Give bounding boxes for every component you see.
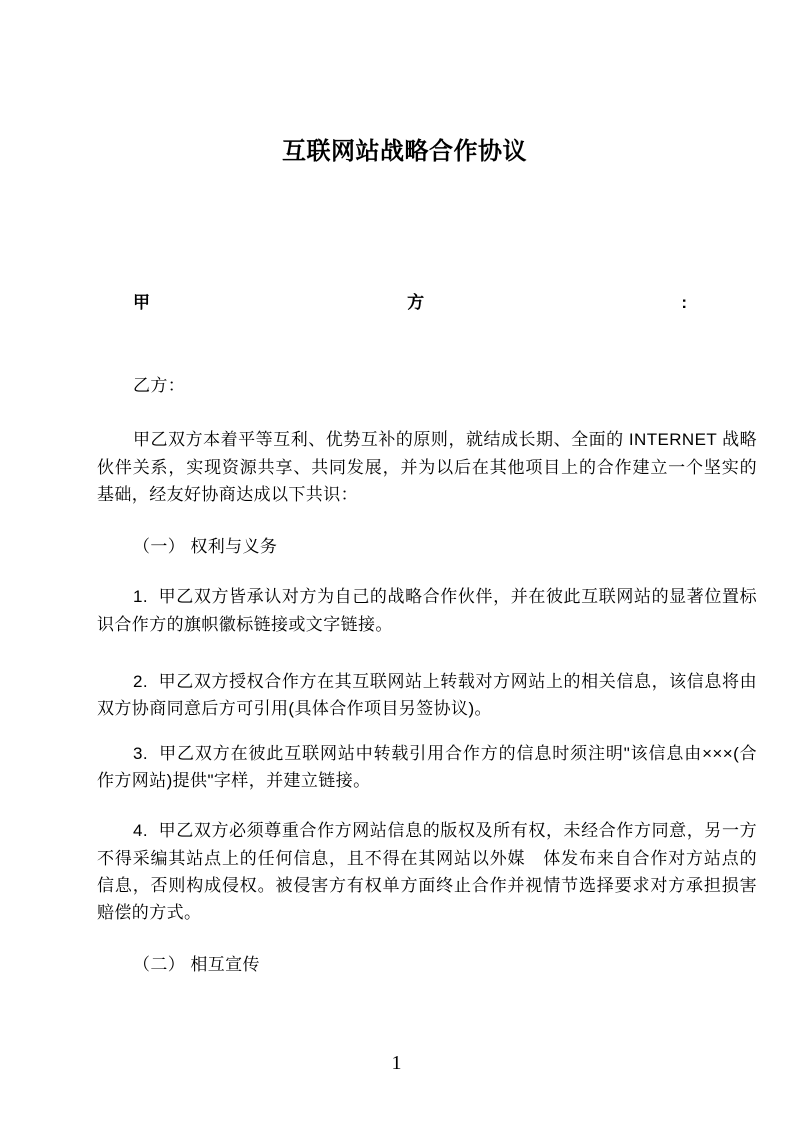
clause-item-3: 3. 甲乙双方在彼此互联网站中转载引用合作方的信息时须注明"该信息由×××(合作方网站)提供"字样，并建立链接。 [97,743,757,790]
clause-item-4: 4. 甲乙双方必须尊重合作方网站信息的版权及所有权，未经合作方同意，另一方不得采编其站点上的任何信息，且不得在其网站以外媒 体发布来自合作对方站点的信息，否则构成侵权。被侵害方有权单方面终止合作并视情节选择要求对方承担损害赔偿的方式。 [97,821,757,923]
party-b-label: 乙方： [133,376,186,395]
party-a-colon: : [681,293,687,312]
clause-item-2: 2. 甲乙双方授权合作方在其互联网站上转载对方网站上的相关信息，该信息将由双方协商同意后方可引用(具体合作项目另签协议)。 [97,672,757,719]
page-content [97,0,757,979]
party-a-char-fang: 方 [407,293,425,312]
clause-item-1: 1. 甲乙双方皆承认对方为自己的战略合作伙伴，并在彼此互联网站的显著位置标识合作方的旗帜徽标链接或文字链接。 [97,587,757,634]
party-a-line [133,289,687,316]
document-title: 互联网站战略合作协议 [282,138,527,165]
page-number: 1 [391,1052,402,1074]
party-a-char-jia: 甲 [133,293,150,312]
section-2-heading: （二） 相互宣传 [133,955,260,975]
section-1-heading: （一） 权利与义务 [133,537,278,557]
intro-paragraph: 甲乙双方本着平等互利、优势互补的原则，就结成长期、全面的 INTERNET 战略伙伴关系，实现资源共享、共同发展，并为以后在其他项目上的合作建立一个坚实的基础，经友好协商达成以下共识： [97,430,757,504]
